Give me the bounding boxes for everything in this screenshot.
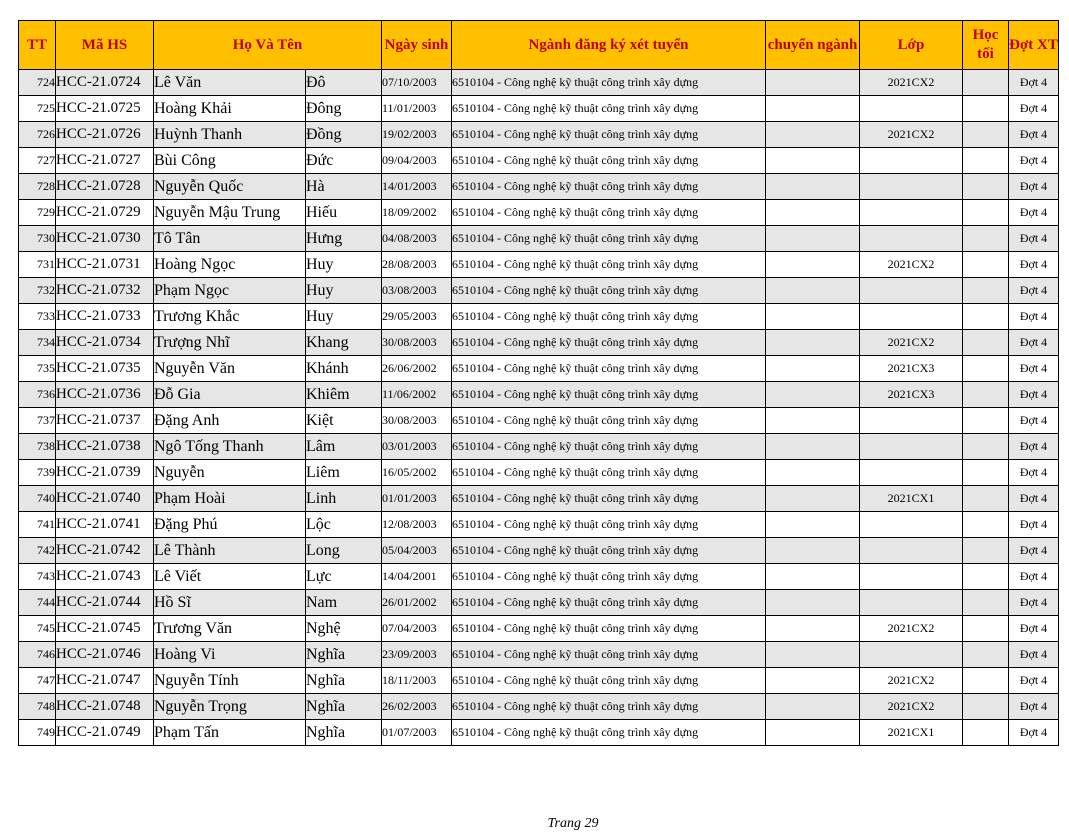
cell-ma-hs: HCC-21.0747 (56, 668, 154, 694)
cell-hoc-toi (963, 200, 1009, 226)
cell-dot-xt: Đợt 4 (1009, 174, 1059, 200)
cell-hoc-toi (963, 538, 1009, 564)
header-hoc-toi: Học tối (963, 21, 1009, 70)
cell-lop (860, 304, 963, 330)
cell-chuyen-nganh (766, 512, 860, 538)
cell-lop (860, 434, 963, 460)
cell-ten: Nghĩa (306, 642, 382, 668)
cell-ho: Trương Khắc (154, 304, 306, 330)
cell-chuyen-nganh (766, 226, 860, 252)
cell-nganh: 6510104 - Công nghệ kỹ thuật công trình xây dựng (452, 434, 766, 460)
cell-tt: 748 (19, 694, 56, 720)
cell-tt: 735 (19, 356, 56, 382)
cell-ngay-sinh: 05/04/2003 (382, 538, 452, 564)
table-row (19, 512, 1059, 538)
cell-hoc-toi (963, 278, 1009, 304)
cell-ngay-sinh: 26/06/2002 (382, 356, 452, 382)
cell-ten: Huy (306, 304, 382, 330)
cell-tt: 743 (19, 564, 56, 590)
cell-chuyen-nganh (766, 408, 860, 434)
table-row (19, 720, 1059, 746)
table-header (19, 21, 1059, 70)
cell-tt: 741 (19, 512, 56, 538)
cell-ngay-sinh: 01/07/2003 (382, 720, 452, 746)
cell-ngay-sinh: 18/11/2003 (382, 668, 452, 694)
cell-lop: 2021CX2 (860, 122, 963, 148)
cell-ma-hs: HCC-21.0744 (56, 590, 154, 616)
table-row (19, 382, 1059, 408)
cell-ho: Phạm Hoài (154, 486, 306, 512)
cell-hoc-toi (963, 564, 1009, 590)
cell-ten: Đồng (306, 122, 382, 148)
cell-ngay-sinh: 01/01/2003 (382, 486, 452, 512)
cell-ho: Nguyễn Mậu Trung (154, 200, 306, 226)
header-ho-va-ten: Họ Và Tên (154, 21, 382, 70)
cell-hoc-toi (963, 408, 1009, 434)
cell-lop (860, 642, 963, 668)
cell-nganh: 6510104 - Công nghệ kỹ thuật công trình xây dựng (452, 70, 766, 96)
cell-dot-xt: Đợt 4 (1009, 122, 1059, 148)
cell-hoc-toi (963, 148, 1009, 174)
cell-hoc-toi (963, 70, 1009, 96)
cell-dot-xt: Đợt 4 (1009, 226, 1059, 252)
table-row (19, 616, 1059, 642)
cell-dot-xt: Đợt 4 (1009, 200, 1059, 226)
cell-lop: 2021CX2 (860, 668, 963, 694)
cell-hoc-toi (963, 356, 1009, 382)
cell-ngay-sinh: 09/04/2003 (382, 148, 452, 174)
page-number: Trang 29 (547, 816, 599, 831)
cell-tt: 730 (19, 226, 56, 252)
cell-hoc-toi (963, 616, 1009, 642)
table-row (19, 148, 1059, 174)
cell-nganh: 6510104 - Công nghệ kỹ thuật công trình xây dựng (452, 148, 766, 174)
cell-tt: 727 (19, 148, 56, 174)
cell-chuyen-nganh (766, 434, 860, 460)
cell-ma-hs: HCC-21.0740 (56, 486, 154, 512)
cell-ho: Tô Tân (154, 226, 306, 252)
cell-ten: Liêm (306, 460, 382, 486)
cell-dot-xt: Đợt 4 (1009, 408, 1059, 434)
cell-ten: Khánh (306, 356, 382, 382)
cell-hoc-toi (963, 96, 1009, 122)
cell-hoc-toi (963, 174, 1009, 200)
cell-chuyen-nganh (766, 330, 860, 356)
cell-hoc-toi (963, 226, 1009, 252)
cell-dot-xt: Đợt 4 (1009, 356, 1059, 382)
cell-tt: 749 (19, 720, 56, 746)
cell-nganh: 6510104 - Công nghệ kỹ thuật công trình xây dựng (452, 330, 766, 356)
cell-lop (860, 278, 963, 304)
cell-ten: Nghĩa (306, 720, 382, 746)
table-row (19, 174, 1059, 200)
cell-ho: Huỳnh Thanh (154, 122, 306, 148)
cell-chuyen-nganh (766, 304, 860, 330)
cell-ho: Nguyễn Tính (154, 668, 306, 694)
cell-lop (860, 538, 963, 564)
cell-tt: 739 (19, 460, 56, 486)
cell-ho: Đặng Phú (154, 512, 306, 538)
cell-chuyen-nganh (766, 694, 860, 720)
table-row (19, 694, 1059, 720)
cell-ten: Hưng (306, 226, 382, 252)
cell-tt: 742 (19, 538, 56, 564)
cell-ma-hs: HCC-21.0736 (56, 382, 154, 408)
cell-ma-hs: HCC-21.0749 (56, 720, 154, 746)
cell-ho: Đặng Anh (154, 408, 306, 434)
cell-hoc-toi (963, 642, 1009, 668)
cell-dot-xt: Đợt 4 (1009, 330, 1059, 356)
cell-ma-hs: HCC-21.0727 (56, 148, 154, 174)
cell-nganh: 6510104 - Công nghệ kỹ thuật công trình xây dựng (452, 96, 766, 122)
cell-ngay-sinh: 07/10/2003 (382, 70, 452, 96)
cell-ten: Khang (306, 330, 382, 356)
cell-ma-hs: HCC-21.0725 (56, 96, 154, 122)
cell-lop: 2021CX2 (860, 252, 963, 278)
cell-lop: 2021CX2 (860, 70, 963, 96)
cell-ho: Hoàng Ngọc (154, 252, 306, 278)
cell-ngay-sinh: 07/04/2003 (382, 616, 452, 642)
cell-lop (860, 460, 963, 486)
cell-dot-xt: Đợt 4 (1009, 278, 1059, 304)
cell-hoc-toi (963, 460, 1009, 486)
table-row (19, 304, 1059, 330)
cell-ngay-sinh: 30/08/2003 (382, 408, 452, 434)
header-dot-xt: Đợt XT (1009, 21, 1059, 70)
cell-nganh: 6510104 - Công nghệ kỹ thuật công trình xây dựng (452, 486, 766, 512)
cell-tt: 737 (19, 408, 56, 434)
cell-ho: Nguyễn Quốc (154, 174, 306, 200)
cell-lop (860, 408, 963, 434)
cell-ten: Đông (306, 96, 382, 122)
cell-tt: 731 (19, 252, 56, 278)
cell-ho: Hoàng Vi (154, 642, 306, 668)
cell-tt: 733 (19, 304, 56, 330)
cell-ho: Nguyễn (154, 460, 306, 486)
cell-tt: 744 (19, 590, 56, 616)
cell-lop (860, 564, 963, 590)
table-row (19, 538, 1059, 564)
cell-ngay-sinh: 30/08/2003 (382, 330, 452, 356)
cell-tt: 747 (19, 668, 56, 694)
cell-hoc-toi (963, 252, 1009, 278)
cell-ho: Bùi Công (154, 148, 306, 174)
cell-tt: 728 (19, 174, 56, 200)
cell-tt: 725 (19, 96, 56, 122)
table-row (19, 668, 1059, 694)
cell-dot-xt: Đợt 4 (1009, 538, 1059, 564)
cell-ten: Huy (306, 252, 382, 278)
cell-chuyen-nganh (766, 70, 860, 96)
cell-lop (860, 226, 963, 252)
table-row (19, 642, 1059, 668)
cell-hoc-toi (963, 382, 1009, 408)
table-row (19, 278, 1059, 304)
table-row (19, 226, 1059, 252)
cell-ten: Nghĩa (306, 668, 382, 694)
cell-nganh: 6510104 - Công nghệ kỹ thuật công trình xây dựng (452, 356, 766, 382)
cell-ma-hs: HCC-21.0737 (56, 408, 154, 434)
cell-nganh: 6510104 - Công nghệ kỹ thuật công trình xây dựng (452, 694, 766, 720)
cell-lop (860, 148, 963, 174)
cell-nganh: 6510104 - Công nghệ kỹ thuật công trình xây dựng (452, 226, 766, 252)
cell-chuyen-nganh (766, 356, 860, 382)
cell-ho: Nguyễn Văn (154, 356, 306, 382)
cell-ten: Nam (306, 590, 382, 616)
table-row (19, 356, 1059, 382)
cell-ma-hs: HCC-21.0748 (56, 694, 154, 720)
cell-ma-hs: HCC-21.0729 (56, 200, 154, 226)
cell-ngay-sinh: 28/08/2003 (382, 252, 452, 278)
cell-ho: Ngô Tống Thanh (154, 434, 306, 460)
cell-nganh: 6510104 - Công nghệ kỹ thuật công trình xây dựng (452, 720, 766, 746)
cell-ngay-sinh: 23/09/2003 (382, 642, 452, 668)
cell-chuyen-nganh (766, 148, 860, 174)
cell-lop: 2021CX2 (860, 694, 963, 720)
cell-chuyen-nganh (766, 668, 860, 694)
cell-ma-hs: HCC-21.0732 (56, 278, 154, 304)
cell-ngay-sinh: 29/05/2003 (382, 304, 452, 330)
cell-nganh: 6510104 - Công nghệ kỹ thuật công trình xây dựng (452, 122, 766, 148)
cell-nganh: 6510104 - Công nghệ kỹ thuật công trình xây dựng (452, 668, 766, 694)
cell-ngay-sinh: 26/01/2002 (382, 590, 452, 616)
cell-nganh: 6510104 - Công nghệ kỹ thuật công trình xây dựng (452, 200, 766, 226)
cell-dot-xt: Đợt 4 (1009, 694, 1059, 720)
cell-chuyen-nganh (766, 460, 860, 486)
cell-chuyen-nganh (766, 200, 860, 226)
cell-ma-hs: HCC-21.0738 (56, 434, 154, 460)
cell-chuyen-nganh (766, 720, 860, 746)
cell-hoc-toi (963, 330, 1009, 356)
cell-ho: Trượng Nhĩ (154, 330, 306, 356)
cell-ho: Lê Thành (154, 538, 306, 564)
cell-ngay-sinh: 03/08/2003 (382, 278, 452, 304)
cell-nganh: 6510104 - Công nghệ kỹ thuật công trình xây dựng (452, 642, 766, 668)
cell-ten: Hà (306, 174, 382, 200)
cell-ma-hs: HCC-21.0739 (56, 460, 154, 486)
cell-ten: Lâm (306, 434, 382, 460)
cell-nganh: 6510104 - Công nghệ kỹ thuật công trình xây dựng (452, 252, 766, 278)
cell-dot-xt: Đợt 4 (1009, 642, 1059, 668)
cell-ngay-sinh: 14/01/2003 (382, 174, 452, 200)
cell-hoc-toi (963, 434, 1009, 460)
table-row (19, 122, 1059, 148)
cell-chuyen-nganh (766, 486, 860, 512)
cell-ten: Đô (306, 70, 382, 96)
cell-nganh: 6510104 - Công nghệ kỹ thuật công trình xây dựng (452, 616, 766, 642)
table-row (19, 330, 1059, 356)
cell-lop: 2021CX3 (860, 382, 963, 408)
cell-dot-xt: Đợt 4 (1009, 70, 1059, 96)
cell-ma-hs: HCC-21.0724 (56, 70, 154, 96)
cell-dot-xt: Đợt 4 (1009, 486, 1059, 512)
cell-ten: Đức (306, 148, 382, 174)
cell-lop (860, 512, 963, 538)
cell-ten: Long (306, 538, 382, 564)
cell-ho: Nguyễn Trọng (154, 694, 306, 720)
table-row (19, 590, 1059, 616)
cell-lop (860, 590, 963, 616)
table-row (19, 486, 1059, 512)
cell-ten: Lực (306, 564, 382, 590)
cell-ho: Trương Văn (154, 616, 306, 642)
cell-dot-xt: Đợt 4 (1009, 616, 1059, 642)
cell-dot-xt: Đợt 4 (1009, 252, 1059, 278)
cell-tt: 738 (19, 434, 56, 460)
cell-ma-hs: HCC-21.0742 (56, 538, 154, 564)
cell-tt: 726 (19, 122, 56, 148)
cell-chuyen-nganh (766, 564, 860, 590)
cell-chuyen-nganh (766, 590, 860, 616)
cell-ten: Nghệ (306, 616, 382, 642)
header-ngay-sinh: Ngày sinh (382, 21, 452, 70)
cell-chuyen-nganh (766, 96, 860, 122)
cell-dot-xt: Đợt 4 (1009, 668, 1059, 694)
cell-hoc-toi (963, 720, 1009, 746)
cell-ngay-sinh: 11/06/2002 (382, 382, 452, 408)
cell-chuyen-nganh (766, 642, 860, 668)
cell-tt: 732 (19, 278, 56, 304)
cell-ngay-sinh: 19/02/2003 (382, 122, 452, 148)
table-row (19, 408, 1059, 434)
cell-ma-hs: HCC-21.0731 (56, 252, 154, 278)
table-row (19, 252, 1059, 278)
cell-dot-xt: Đợt 4 (1009, 434, 1059, 460)
cell-dot-xt: Đợt 4 (1009, 304, 1059, 330)
cell-tt: 736 (19, 382, 56, 408)
cell-nganh: 6510104 - Công nghệ kỹ thuật công trình xây dựng (452, 174, 766, 200)
cell-ngay-sinh: 18/09/2002 (382, 200, 452, 226)
cell-ho: Phạm Tấn (154, 720, 306, 746)
cell-tt: 729 (19, 200, 56, 226)
cell-ngay-sinh: 16/05/2002 (382, 460, 452, 486)
cell-ma-hs: HCC-21.0728 (56, 174, 154, 200)
cell-chuyen-nganh (766, 174, 860, 200)
cell-ma-hs: HCC-21.0733 (56, 304, 154, 330)
cell-ho: Lê Văn (154, 70, 306, 96)
table-row (19, 200, 1059, 226)
cell-hoc-toi (963, 304, 1009, 330)
cell-nganh: 6510104 - Công nghệ kỹ thuật công trình xây dựng (452, 512, 766, 538)
table-row (19, 70, 1059, 96)
cell-chuyen-nganh (766, 122, 860, 148)
cell-ho: Đỗ Gia (154, 382, 306, 408)
cell-ten: Linh (306, 486, 382, 512)
cell-chuyen-nganh (766, 382, 860, 408)
cell-chuyen-nganh (766, 252, 860, 278)
cell-nganh: 6510104 - Công nghệ kỹ thuật công trình xây dựng (452, 408, 766, 434)
cell-tt: 745 (19, 616, 56, 642)
cell-lop (860, 200, 963, 226)
cell-ma-hs: HCC-21.0746 (56, 642, 154, 668)
cell-tt: 724 (19, 70, 56, 96)
cell-dot-xt: Đợt 4 (1009, 564, 1059, 590)
table-row (19, 460, 1059, 486)
header-lop: Lớp (860, 21, 963, 70)
cell-ho: Lê Viết (154, 564, 306, 590)
cell-lop: 2021CX2 (860, 616, 963, 642)
header-ma-hs: Mã HS (56, 21, 154, 70)
cell-ma-hs: HCC-21.0745 (56, 616, 154, 642)
cell-hoc-toi (963, 694, 1009, 720)
cell-ma-hs: HCC-21.0730 (56, 226, 154, 252)
cell-lop: 2021CX1 (860, 486, 963, 512)
cell-chuyen-nganh (766, 278, 860, 304)
cell-nganh: 6510104 - Công nghệ kỹ thuật công trình xây dựng (452, 460, 766, 486)
cell-lop (860, 174, 963, 200)
cell-tt: 740 (19, 486, 56, 512)
cell-ma-hs: HCC-21.0735 (56, 356, 154, 382)
cell-hoc-toi (963, 122, 1009, 148)
cell-ngay-sinh: 26/02/2003 (382, 694, 452, 720)
cell-tt: 746 (19, 642, 56, 668)
cell-ten: Lộc (306, 512, 382, 538)
cell-nganh: 6510104 - Công nghệ kỹ thuật công trình xây dựng (452, 564, 766, 590)
cell-hoc-toi (963, 486, 1009, 512)
cell-chuyen-nganh (766, 616, 860, 642)
cell-nganh: 6510104 - Công nghệ kỹ thuật công trình xây dựng (452, 278, 766, 304)
cell-lop: 2021CX3 (860, 356, 963, 382)
cell-ma-hs: HCC-21.0734 (56, 330, 154, 356)
table-body (19, 70, 1059, 746)
cell-hoc-toi (963, 590, 1009, 616)
student-roster-table (18, 20, 1059, 746)
cell-dot-xt: Đợt 4 (1009, 148, 1059, 174)
cell-tt: 734 (19, 330, 56, 356)
cell-nganh: 6510104 - Công nghệ kỹ thuật công trình xây dựng (452, 304, 766, 330)
cell-ho: Hồ Sĩ (154, 590, 306, 616)
cell-lop: 2021CX1 (860, 720, 963, 746)
cell-ten: Khiêm (306, 382, 382, 408)
cell-chuyen-nganh (766, 538, 860, 564)
cell-dot-xt: Đợt 4 (1009, 96, 1059, 122)
cell-dot-xt: Đợt 4 (1009, 720, 1059, 746)
header-nganh: Ngành đăng ký xét tuyển (452, 21, 766, 70)
cell-ngay-sinh: 11/01/2003 (382, 96, 452, 122)
cell-ten: Hiếu (306, 200, 382, 226)
cell-nganh: 6510104 - Công nghệ kỹ thuật công trình xây dựng (452, 538, 766, 564)
table-row (19, 564, 1059, 590)
cell-ma-hs: HCC-21.0743 (56, 564, 154, 590)
cell-dot-xt: Đợt 4 (1009, 460, 1059, 486)
cell-nganh: 6510104 - Công nghệ kỹ thuật công trình xây dựng (452, 382, 766, 408)
cell-ngay-sinh: 04/08/2003 (382, 226, 452, 252)
cell-lop: 2021CX2 (860, 330, 963, 356)
table-row (19, 434, 1059, 460)
cell-hoc-toi (963, 512, 1009, 538)
cell-lop (860, 96, 963, 122)
table-row (19, 96, 1059, 122)
cell-hoc-toi (963, 668, 1009, 694)
header-chuyen-nganh: chuyển ngành (766, 21, 860, 70)
cell-ngay-sinh: 12/08/2003 (382, 512, 452, 538)
cell-nganh: 6510104 - Công nghệ kỹ thuật công trình xây dựng (452, 590, 766, 616)
cell-ngay-sinh: 03/01/2003 (382, 434, 452, 460)
cell-dot-xt: Đợt 4 (1009, 590, 1059, 616)
cell-ma-hs: HCC-21.0741 (56, 512, 154, 538)
cell-ho: Phạm Ngọc (154, 278, 306, 304)
cell-ma-hs: HCC-21.0726 (56, 122, 154, 148)
header-tt: TT (19, 21, 56, 70)
cell-dot-xt: Đợt 4 (1009, 512, 1059, 538)
cell-ten: Huy (306, 278, 382, 304)
cell-dot-xt: Đợt 4 (1009, 382, 1059, 408)
cell-ho: Hoàng Khải (154, 96, 306, 122)
cell-ngay-sinh: 14/04/2001 (382, 564, 452, 590)
cell-ten: Kiệt (306, 408, 382, 434)
cell-ten: Nghĩa (306, 694, 382, 720)
